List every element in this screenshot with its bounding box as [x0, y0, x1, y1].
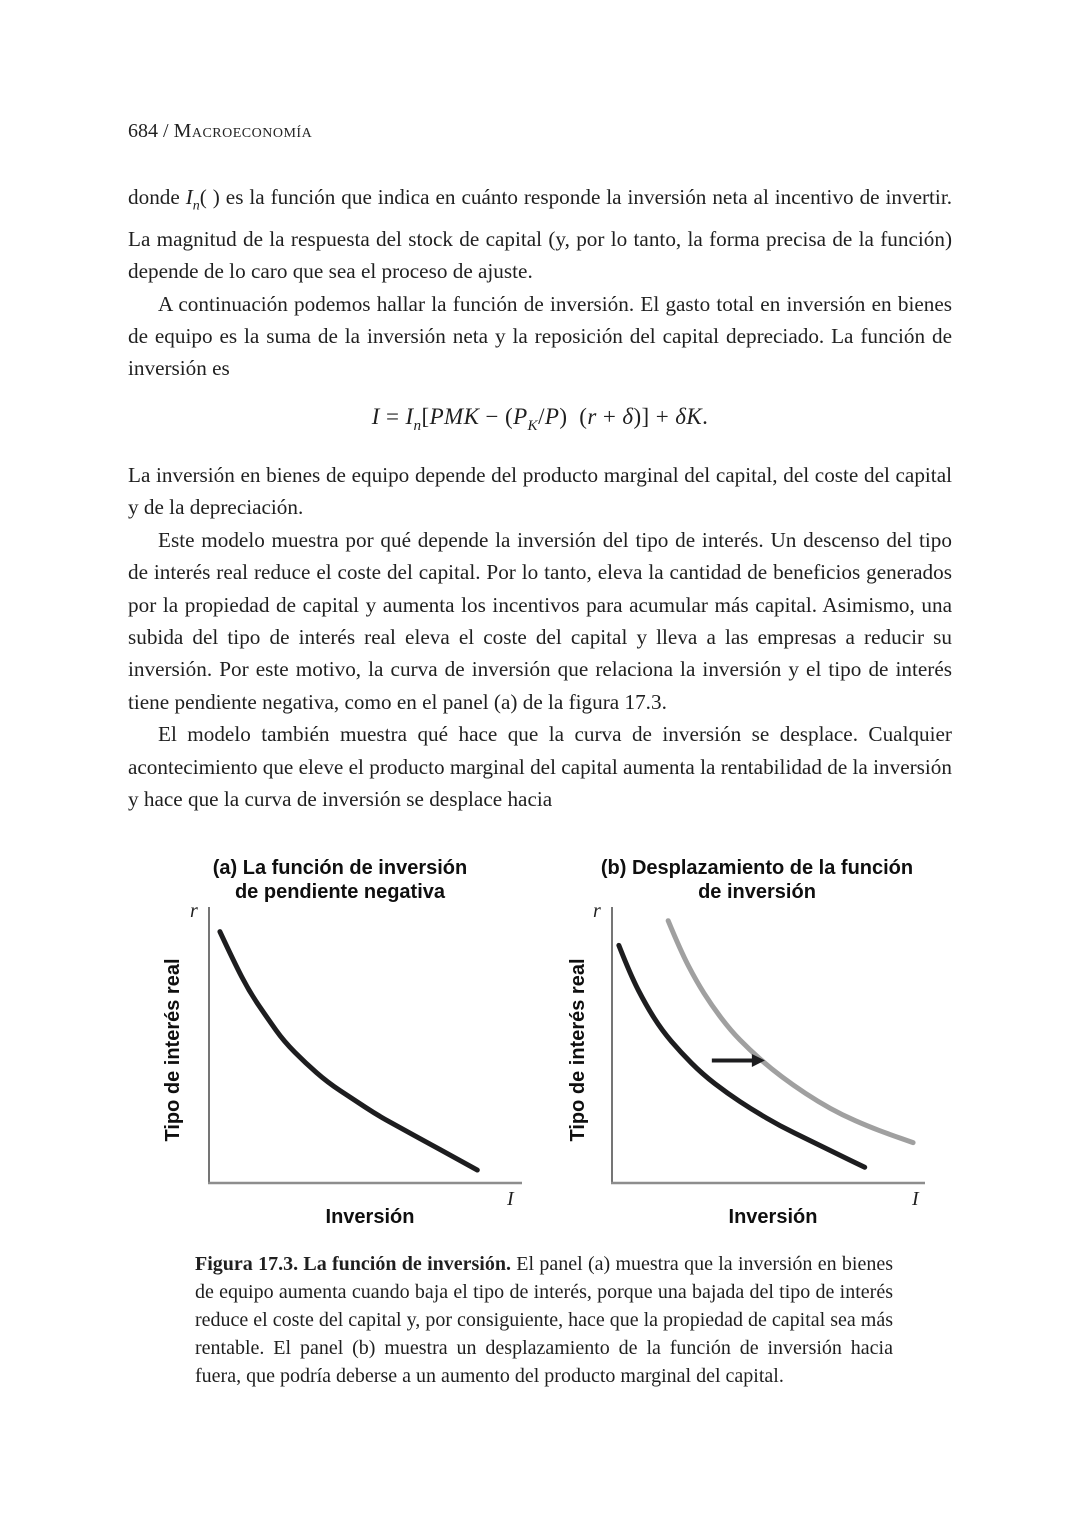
investment-curve — [220, 932, 477, 1170]
investment-curve-original — [619, 945, 865, 1167]
text-segment: P — [513, 403, 528, 429]
body-text — [128, 181, 952, 815]
chart-canvas — [608, 906, 938, 1188]
panel-a-title — [175, 856, 505, 904]
text-segment: )] + — [633, 403, 676, 429]
text-segment: ) ( — [559, 403, 588, 429]
investment-curve-shifted — [668, 921, 913, 1143]
panel-a-title-line2: de pendiente negativa — [234, 881, 446, 903]
body-paragraph — [128, 524, 952, 718]
body-paragraph — [128, 459, 952, 524]
text-segment: r — [587, 403, 597, 429]
text-segment: I — [405, 403, 414, 429]
text-segment: I — [185, 185, 193, 209]
text-segment: La inversión en bienes de equipo depende del producto marginal del capital, del coste del capital y de la depreciación. — [128, 462, 952, 520]
text-segment: El panel (a) muestra que la inversión en bienes de equipo aumenta cuando baja el tipo de interés, porque una bajada del tipo de interés reduce el coste del capital y, por consiguiente, hace que la propiedad de capital sea más rentable. El panel (b) muestra un desplazamiento de la función de inversión hacia fuera, que podría deberse a un aumento del producto marginal del capital. — [195, 1253, 893, 1387]
panel-a-yaxis-letter: r — [190, 900, 198, 922]
text-segment: donde — [128, 185, 186, 209]
text-segment: . — [702, 403, 709, 429]
text-segment: Este modelo muestra por qué depende la inversión del tipo de interés. Un descenso del tipo de interés real reduce el coste del capital. Por lo tanto, eleva la cantidad de beneficios generados por la propiedad de capital y aumenta los incentivos para acumular más capital. Asimismo, una subida del tipo de interés real eleva el coste del capital y lleva a las empresas a reducir su inversión. Por este motivo, la curva de inversión que relaciona la inversión y el tipo de interés tiene pendiente negativa, como en el panel (a) de la figura 17.3. — [128, 527, 952, 714]
panel-b-title-line2: de inversión — [698, 881, 816, 903]
text-segment: = — [379, 403, 406, 429]
running-head — [128, 120, 312, 143]
panel-b-xlabel: Inversión — [728, 1206, 818, 1228]
text-segment: A continuación podemos hallar la función de inversión. El gasto total en inversión en bienes de equipo es la suma de la inversión neta y la reposición del capital depreciado. La función de inversión es — [128, 291, 952, 381]
body-paragraph — [128, 288, 952, 385]
panel-a-ylabel: Tipo de interés real — [162, 958, 184, 1142]
panel-b-chart — [608, 906, 938, 1188]
panel-b-xaxis-letter: I — [912, 1188, 919, 1210]
text-segment: El modelo también muestra qué hace que la curva de inversión se desplace. Cualquier acontecimiento que eleve el producto marginal del capital aumenta la rentabilidad de la inversión y hace que la curva de inversión se desplace hacia — [128, 722, 952, 811]
text-segment: [ — [421, 403, 430, 429]
running-head-separator: / — [158, 120, 174, 142]
panel-b-title — [592, 856, 922, 904]
text-segment: I — [371, 403, 380, 429]
figure-caption — [195, 1250, 893, 1390]
text-segment: δ — [622, 403, 634, 429]
book-title: Macroeconomía — [173, 120, 313, 142]
paragraph-group-2 — [128, 459, 952, 815]
body-paragraph — [128, 718, 952, 815]
panel-a-xaxis-letter: I — [507, 1188, 514, 1210]
panel-a-title-line1: (a) La función de inversión — [212, 857, 468, 879]
text-segment: ( ) es la función que indica en cuánto responde la inversión neta al incentivo de invertir. La magnitud de la respuesta del stock de capital (y, por lo tanto, la forma precisa de la función) depende de lo caro que sea el proceso de ajuste. — [128, 185, 952, 284]
panel-b-ylabel: Tipo de interés real — [567, 958, 589, 1142]
panel-a-xlabel: Inversión — [325, 1206, 415, 1228]
text-segment: Figura 17.3. La función de inversión. — [195, 1253, 511, 1275]
investment-function-formula — [128, 401, 952, 442]
chart-canvas — [205, 906, 535, 1188]
text-segment: − ( — [479, 403, 514, 429]
text-segment: K — [686, 403, 703, 429]
text-segment: n — [192, 198, 200, 214]
text-segment: P — [544, 403, 560, 429]
text-segment: δ — [675, 403, 687, 429]
panel-a-chart — [205, 906, 535, 1188]
page-number: 684 — [128, 120, 158, 142]
body-paragraph — [128, 181, 952, 288]
text-segment: + — [596, 403, 623, 429]
text-segment: n — [413, 416, 422, 434]
text-segment: K — [527, 416, 539, 434]
panel-b-yaxis-letter: r — [593, 900, 601, 922]
paragraph-group-1 — [128, 181, 952, 385]
text-segment: PMK — [429, 403, 480, 429]
panel-b-title-line1: (b) Desplazamiento de la función — [600, 857, 914, 879]
text-segment: / — [538, 403, 545, 429]
